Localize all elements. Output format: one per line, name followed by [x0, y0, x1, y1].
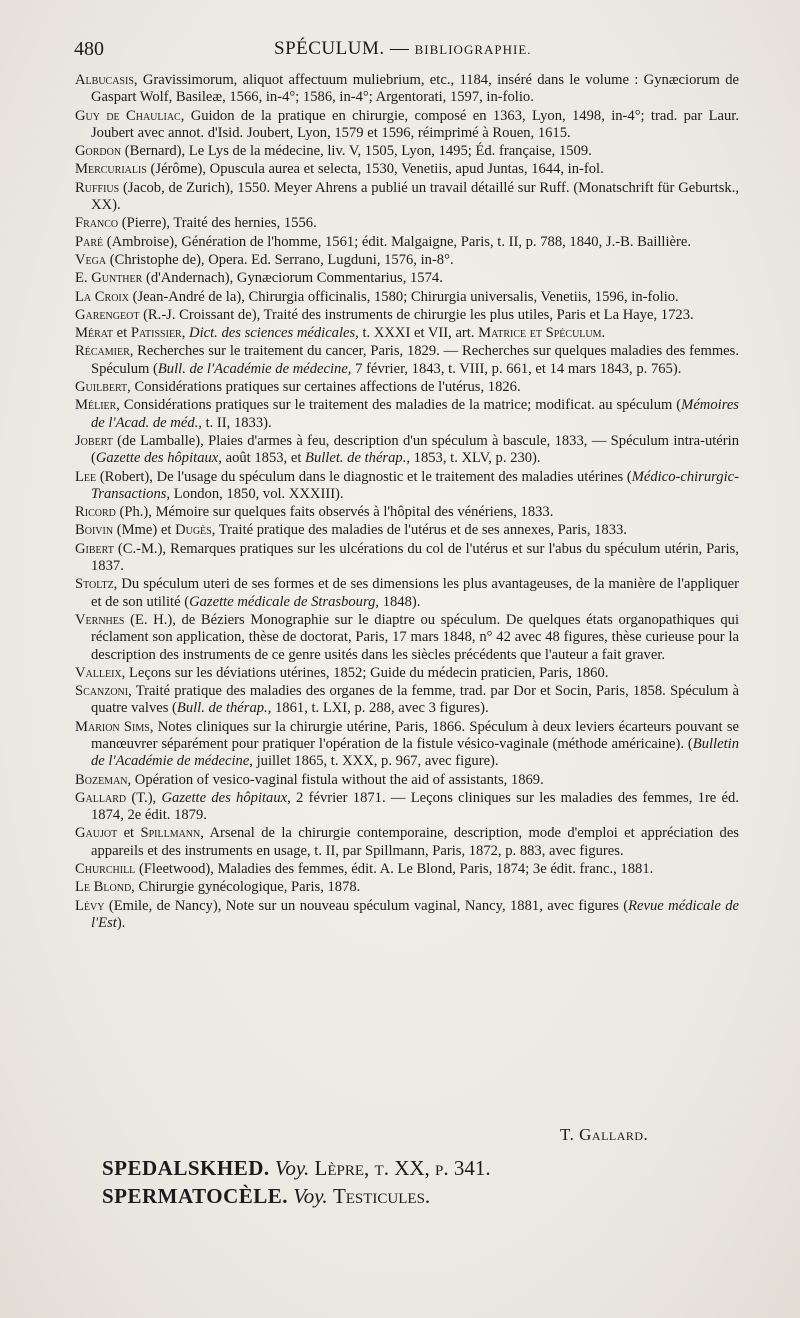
- entry-text: Du spéculum uteri de ses formes et de ses dimensions les plus avantageuses, de la manière de l'appliquer et de son utilité (: [91, 576, 739, 610]
- bibliography-entry: [75, 433, 739, 468]
- entry-text: (d'Andernach), Gynæciorum Commentarius, 1574.: [142, 270, 443, 287]
- author-signature: T. Gallard.: [560, 1125, 649, 1144]
- entry-text: Recherches sur le traitement du cancer, Paris, 1829. — Recherches sur quelques maladies des femmes. Spéculum (: [91, 343, 739, 377]
- entry-text-2: 1848).: [379, 593, 421, 610]
- bibliography-entry: [75, 612, 739, 664]
- entry-text: Gravissimorum, aliquot affectuum muliebrium, etc., 1184, inséré dans le volume : Gynæciorum de Gaspart Wolf, Basileæ, 1566, in-4°; 1586, in-4°; Argentorati, 1597, in-folio.: [91, 72, 739, 106]
- entry-text: (T.),: [126, 789, 162, 806]
- entry-text-2: août 1853, et: [221, 450, 306, 467]
- entry-journal-title: Mémoires de l'Acad. de méd.,: [91, 397, 739, 431]
- bibliography-entry: [75, 108, 739, 143]
- entry-journal-title: Bull. de l'Académie de médecine,: [157, 360, 352, 377]
- bibliography-entry: [75, 215, 739, 232]
- entry-text: Guidon de la pratique en chirurgie, composé en 1363, Lyon, 1498, in-4°; trad. par Laur. Joubert avec annot. d'Isid. Joubert, Lyon, 1579 et 1596, réimprimé à Rouen, 1615.: [91, 107, 739, 141]
- bibliography-entry: [75, 379, 739, 396]
- entry-author: Gordon: [75, 143, 122, 160]
- entry-journal-title: Gazette des hôpitaux,: [95, 450, 222, 467]
- entry-author: Guy de Chauliac,: [75, 107, 185, 124]
- entry-author: Jobert: [75, 432, 113, 449]
- entry-author: Le Blond,: [75, 879, 135, 896]
- entry-author: Gallard: [75, 789, 127, 806]
- entry-text: et: [117, 825, 141, 842]
- bibliography-entry: [75, 504, 739, 521]
- entry-text: Considérations pratiques sur le traitement des maladies de la matrice; modificat. au spéculum (: [119, 397, 682, 414]
- bibliography-entry: [75, 180, 739, 215]
- entry-author: Vega: [75, 251, 107, 268]
- entry-journal-title: Revue médicale de l'Est: [91, 897, 739, 931]
- entry-coauthor: Patissier,: [130, 325, 186, 342]
- entry-text: (Bernard), Le Lys de la médecine, liv. V, 1505, Lyon, 1495; Éd. française, 1509.: [121, 143, 592, 160]
- entry-text: (Pierre), Traité des hernies, 1556.: [118, 215, 317, 232]
- cross-reference-spedalskhed: [102, 1156, 491, 1181]
- entry-journal-title: Gazette des hôpitaux,: [161, 789, 291, 806]
- entry-text: (Ph.), Mémoire sur quelques faits observés à l'hôpital des vénériens, 1833.: [115, 504, 554, 521]
- entry-text: (Jacob, de Zurich), 1550. Meyer Ahrens a publié un travail détaillé sur Ruff. (Monatschrift für Geburtsk., XX).: [91, 179, 739, 214]
- entry-author: La Croix: [75, 288, 129, 305]
- entry-author: Lee: [75, 468, 97, 485]
- entry-author: Ricord: [75, 504, 116, 521]
- entry-article-ref: Matrice et Spéculum.: [478, 325, 606, 342]
- entry-journal-title: Médico-chirurgic-Transactions,: [91, 468, 739, 502]
- bibliography-entry: [75, 683, 739, 718]
- entry-author: Marion Sims,: [75, 718, 154, 735]
- entry-author: Churchill: [75, 861, 136, 878]
- entry-text: Notes cliniques sur la chirurgie utérine, Paris, 1866. Spéculum à deux leviers écarteurs pouvant se manœuvrer séparément pour pratiquer l'opération de la fistule vésico-vaginale (méthode américaine). (: [91, 718, 740, 752]
- entry-coauthor: Spillmann,: [140, 825, 204, 842]
- bibliography-entry: [75, 307, 739, 324]
- entry-text: (C.-M.), Remarques pratiques sur les ulcérations du col de l'utérus et sur l'abus du spéculum utérin, Paris, 1837.: [91, 540, 739, 575]
- cross-reference-target: Testicules.: [332, 1184, 431, 1208]
- entry-author: Stoltz,: [75, 576, 118, 593]
- entry-author: Guilbert,: [75, 379, 131, 396]
- bibliography-entry: [75, 825, 739, 860]
- entry-author: Boivin: [75, 522, 114, 539]
- entry-author: E. Gunther: [75, 270, 143, 287]
- entry-author: Récamier,: [75, 343, 134, 360]
- entry-text: Leçons sur les déviations utérines, 1852; Guide du médecin praticien, Paris, 1860.: [125, 664, 609, 681]
- bibliography-entry: [75, 343, 739, 378]
- entry-author: Garengeot: [75, 306, 140, 323]
- entry-text: Considérations pratiques sur certaines affections de l'utérus, 1826.: [130, 379, 521, 396]
- entry-text: (de Lamballe), Plaies d'armes à feu, description d'un spéculum à bascule, 1833, — Spéculum intra-utérin (: [91, 432, 739, 467]
- entry-journal-title: Bull. de thérap.,: [176, 700, 272, 717]
- bibliography-entry: [75, 270, 739, 287]
- entry-journal-title-2: Bullet. de thérap.: [305, 450, 407, 467]
- entry-author: Lévy: [75, 897, 105, 914]
- entry-text: et: [112, 325, 131, 342]
- bibliography-entry: [75, 665, 739, 682]
- bibliography-entry: [75, 541, 739, 576]
- entry-text-2: 2 février 1871. — Leçons cliniques sur les maladies des femmes, 1re éd. 1874, 2e édit. 1879.: [91, 789, 739, 824]
- bibliography-entry: [75, 252, 739, 269]
- entry-text: (R.-J. Croissant de), Traité des instruments de chirurgie les plus utiles, Paris et La Haye, 1723.: [139, 306, 694, 323]
- page-number: 480: [74, 38, 104, 60]
- entry-text: (Emile, de Nancy), Note sur un nouveau spéculum vaginal, Nancy, 1881, avec figures (: [104, 897, 629, 914]
- entry-author: Ruffius: [75, 179, 120, 196]
- bibliography-entry: [75, 72, 739, 107]
- entry-author: Albucasis,: [75, 72, 138, 88]
- bibliography-entry: [75, 772, 739, 789]
- bibliography-entry: [75, 879, 739, 896]
- bibliography-entry: [75, 397, 739, 432]
- entry-author: Scanzoni,: [75, 683, 132, 700]
- entry-author: Gibert: [75, 540, 114, 557]
- cross-reference-spermatocele: [102, 1184, 430, 1209]
- voy-label: Voy.: [274, 1156, 310, 1180]
- entry-text: (Mme) et: [113, 522, 176, 539]
- entry-text-2: t. II, 1833).: [201, 414, 272, 431]
- bibliography-entry: [75, 469, 739, 504]
- bibliography-entry: [75, 522, 739, 539]
- entry-text: (Fleetwood), Maladies des femmes, édit. A. Le Blond, Paris, 1874; 3e édit. franc., 1881.: [135, 861, 654, 878]
- entry-author: Mélier,: [75, 397, 120, 414]
- bibliography-entry: [75, 898, 739, 933]
- entry-text-2: t. XXXI et VII, art.: [358, 325, 479, 342]
- entry-text-2: 1861, t. LXI, p. 288, avec 3 figures).: [271, 700, 489, 717]
- entry-text: (E. H.), de Béziers Monographie sur le diaptre ou spéculum. De quelques états organopathiques qui réclament son application, thèse de doctorat, Paris, 17 mars 1848, n° 42 avec 48 figures, thèse curieuse pour la description des instruments de ce genre usités dans les siècles précédents que l'auteur a fait graver.: [91, 611, 739, 663]
- entry-text: Opération of vesico-vaginal fistula without the aid of assistants, 1869.: [131, 771, 544, 788]
- entry-text: (Robert), De l'usage du spéculum dans le diagnostic et le traitement des maladies utérines (: [96, 468, 632, 485]
- entry-text: (Ambroise), Génération de l'homme, 1561; édit. Malgaigne, Paris, t. II, p. 788, 1840, J.-B. Baillière.: [103, 233, 692, 250]
- bibliography-entry: [75, 790, 739, 825]
- entry-author: Bozeman,: [75, 771, 132, 788]
- entry-author: Mérat: [75, 325, 113, 342]
- voy-label: Voy.: [293, 1184, 328, 1208]
- entry-author: Gaujot: [75, 825, 118, 842]
- bibliography-entry: [75, 143, 739, 160]
- entry-author: Paré: [75, 233, 104, 250]
- bibliography-entry: [75, 719, 739, 771]
- entry-journal-title: Dict. des sciences médicales,: [185, 325, 359, 342]
- entry-text-2: juillet 1865, t. XXX, p. 967, avec figure).: [252, 753, 499, 770]
- bibliography-entry: [75, 576, 739, 611]
- running-title-section: BIBLIOGRAPHIE.: [414, 42, 532, 57]
- bibliography-entry: [75, 161, 739, 178]
- entry-text: (Christophe de), Opera. Ed. Serrano, Lugduni, 1576, in-8°.: [106, 251, 454, 268]
- bibliography-list: [75, 72, 739, 933]
- entry-text-2: Traité pratique des maladies de l'utérus et de ses annexes, Paris, 1833.: [215, 522, 627, 539]
- entry-author: Mercurialis: [75, 161, 147, 178]
- cross-reference-target: Lèpre, t. XX, p. 341.: [314, 1156, 491, 1180]
- bibliography-entry: [75, 861, 739, 878]
- entry-text-3: , 1853, t. XLV, p. 230).: [406, 450, 541, 467]
- bibliography-entry: [75, 234, 739, 251]
- entry-text: Chirurgie gynécologique, Paris, 1878.: [134, 879, 361, 896]
- bibliography-entry: [75, 289, 739, 306]
- headword: SPEDALSKHED.: [102, 1156, 270, 1180]
- running-title: [274, 38, 532, 60]
- entry-author: Franco: [75, 215, 119, 232]
- page-header: [74, 38, 738, 68]
- entry-text-2: London, 1850, vol. XXXIII).: [170, 485, 344, 502]
- entry-coauthor: Dugès,: [175, 522, 216, 539]
- entry-text: (Jérôme), Opuscula aurea et selecta, 1530, Venetiis, apud Juntas, 1644, in-fol.: [146, 161, 604, 178]
- headword: SPERMATOCÈLE.: [102, 1184, 289, 1208]
- entry-text-2: 7 février, 1843, t. VIII, p. 661, et 14 mars 1843, p. 765).: [351, 360, 682, 377]
- entry-text-2: ).: [116, 914, 126, 931]
- entry-journal-title: Bulletin de l'Académie de médecine,: [91, 735, 739, 770]
- entry-author: Valleix,: [75, 664, 126, 681]
- entry-text: Traité pratique des maladies des organes de la femme, trad. par Dor et Socin, Paris, 1858. Spéculum à quatre valves (: [91, 683, 739, 717]
- entry-text-2: Arsenal de la chirurgie contemporaine, description, mode d'emploi et appréciation des appareils et des instruments en usage, t. II, par Spillmann, Paris, 1872, p. 883, avec figures.: [91, 825, 739, 859]
- running-title-main: SPÉCULUM. —: [274, 38, 410, 59]
- entry-journal-title: Gazette médicale de Strasbourg,: [189, 593, 380, 610]
- bibliography-entry: [75, 325, 739, 342]
- entry-author: Vernhes: [75, 611, 125, 628]
- entry-text: (Jean-André de la), Chirurgia officinalis, 1580; Chirurgia universalis, Venetiis, 1596, in-folio.: [128, 288, 679, 305]
